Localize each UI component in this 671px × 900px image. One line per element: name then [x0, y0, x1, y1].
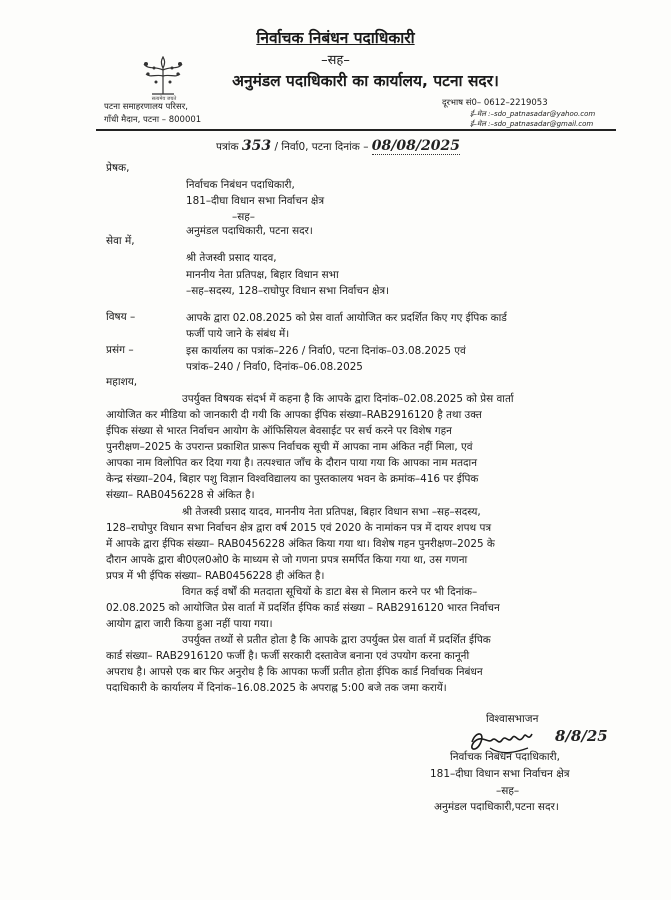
emblem-icon [140, 56, 186, 96]
reference-label: प्रसंग – [106, 344, 134, 356]
address-line-1: पटना समाहरणालय परिसर, [104, 102, 188, 112]
signatory-line-4: अनुमंडल पदाधिकारी,पटना सदर। [434, 801, 559, 813]
office-with: –सह– [321, 53, 350, 68]
letter-number: 353 [241, 138, 272, 154]
letter-date: 08/08/2025 [371, 138, 460, 154]
letter-ref-middle: / निर्वा0, पटना दिनांक – [274, 141, 369, 153]
para1-line7: संख्या– RAB0456228 से अंकित है। [106, 489, 255, 501]
sender-line-4: अनुमंडल पदाधिकारी, पटना सदर। [186, 225, 313, 237]
recipient-line-2: माननीय नेता प्रतिपक्ष, बिहार विधान सभा [186, 269, 339, 281]
sender-label: प्रेषक, [106, 162, 130, 174]
signatory-line-3: –सह– [496, 785, 520, 797]
subject-label: विषय – [106, 311, 136, 323]
para1-line1: उपर्युक्त विषयक संदर्भ में कहना है कि आपके द्वारा दिनांक–02.08.2025 को प्रेस वार्ता [182, 393, 514, 405]
salutation: महाशय, [106, 376, 138, 388]
para1-line6: केन्द्र संख्या–204, बिहार पशु विज्ञान विश्वविद्यालय का पुस्तकालय भवन के क्रमांक–416 पर ईपिक [106, 473, 479, 485]
para2-line1: श्री तेजस्वी प्रसाद यादव, माननीय नेता प्रतिपक्ष, बिहार विधान सभा –सह–सदस्य, [182, 506, 481, 518]
para3-line1: विगत कई वर्षों की मतदाता सूचियों के डाटा बेस से मिलान करने पर भी दिनांक– [182, 586, 478, 598]
email-gmail: ई–मेल :–sdo_patnasadar@gmail.com [470, 120, 594, 128]
emblem-motto: सत्यमेव जयते [151, 96, 177, 102]
signatory-line-2: 181–दीघा विधान सभा निर्वाचन क्षेत्र [430, 768, 570, 780]
subject-line-2: फर्जी पाये जाने के संबंध में। [186, 328, 290, 340]
para3-line3: आयोग द्वारा जारी किया हुआ नहीं पाया गया। [106, 618, 273, 630]
signatory-line-1: निर्वाचक निबंधन पदाधिकारी, [450, 751, 560, 763]
office-title: निर्वाचक निबंधन पदाधिकारी [256, 29, 415, 47]
signature-date: 8/8/25 [555, 727, 608, 745]
para4-line3: अपराध है। आपसे एक बार फिर अनुरोध है कि आपका फर्जी प्रतीत होता ईपिक कार्ड निर्वाचक निबंधन [106, 666, 483, 678]
letter-reference [216, 138, 460, 154]
para1-line3: ईपिक संख्या से भारत निर्वाचन आयोग के ऑफिसियल बेवसाईट पर सर्च करने पर विशेष गहन [106, 425, 452, 437]
recipient-line-3: –सह–सदस्य, 128–राघोपुर विधान सभा निर्वाचन क्षेत्र। [186, 285, 390, 297]
para2-line4: दौरान आपके द्वारा बी0एल0ओ0 के माध्यम से जो गणना प्रपत्र समर्पित किया गया था, उस गणना [106, 554, 468, 566]
para3-line2: 02.08.2025 को आयोजित प्रेस वार्ता में प्रदर्शित ईपिक कार्ड संख्या – RAB2916120 भारत निर्वाचन [106, 602, 500, 614]
sender-line-1: निर्वाचक निबंधन पदाधिकारी, [186, 179, 295, 191]
recipient-line-1: श्री तेजस्वी प्रसाद यादव, [186, 252, 277, 264]
address-line-2: गाँधी मैदान, पटना – 800001 [104, 115, 202, 125]
sender-line-2: 181–दीघा विधान सभा निर्वाचन क्षेत्र [186, 195, 325, 207]
para1-line5: आपका नाम विलोपित कर दिया गया है। तत्पश्चात जाँच के दौरान पाया गया कि आपका नाम मतदान [106, 457, 477, 469]
para1-line4: पुनरीक्षण–2025 के उपरान्त प्रकाशित प्रारूप निर्वाचक सूची में आपका नाम अंकित नहीं मिला, एवं [106, 441, 473, 453]
para4-line2: कार्ड संख्या– RAB2916120 फर्जी है। फर्जी सरकारी दस्तावेज बनाना एवं उपयोग करना कानूनी [106, 650, 470, 662]
office-name: अनुमंडल पदाधिकारी का कार्यालय, पटना सदर। [232, 72, 499, 90]
para2-line5: प्रपत्र में भी ईपिक संख्या– RAB0456228 ही अंकित है। [106, 570, 325, 582]
closing-text: विश्वासभाजन [486, 713, 539, 725]
para2-line3: में आपके द्वारा ईपिक संख्या– RAB0456228 अंकित किया गया था। विशेष गहन पुनरीक्षण–2025 के [106, 538, 495, 550]
letter-ref-prefix: पत्रांक [216, 141, 239, 153]
header-divider [96, 129, 616, 131]
para2-line2: 128–राघोपुर विधान सभा निर्वाचन क्षेत्र द्वारा वर्ष 2015 एवं 2020 के नामांकन पत्र में दायर शपथ पत्र [106, 522, 492, 534]
reference-line-2: पत्रांक–240 / निर्वा0, दिनांक–06.08.2025 [186, 361, 363, 373]
reference-line-1: इस कार्यालय का पत्रांक–226 / निर्वा0, पटना दिनांक–03.08.2025 एवं [186, 345, 466, 357]
para4-line4: पदाधिकारी के कार्यालय में दिनांक–16.08.2025 के अपराह्न 5:00 बजे तक जमा करायें। [106, 682, 447, 694]
phone-number: दूरभाष सं0– 0612–2219053 [442, 98, 548, 108]
para4-line1: उपर्युक्त तथ्यों से प्रतीत होता है कि आपके द्वारा उपर्युक्त प्रेस वार्ता में प्रदर्शित ईपिक [182, 634, 491, 646]
subject-line-1: आपके द्वारा 02.08.2025 को प्रेस वार्ता आयोजित कर प्रदर्शित किए गए ईपिक कार्ड [186, 312, 507, 324]
email-yahoo: ई–मेल :–sdo_patnasadar@yahoo.com [470, 110, 596, 118]
recipient-label: सेवा में, [106, 235, 135, 247]
sender-line-3: –सह– [232, 211, 255, 223]
para1-line2: आयोजित कर मीडिया को जानकारी दी गयी कि आपका ईपिक संख्या–RAB2916120 है तथा उक्त [106, 409, 482, 421]
